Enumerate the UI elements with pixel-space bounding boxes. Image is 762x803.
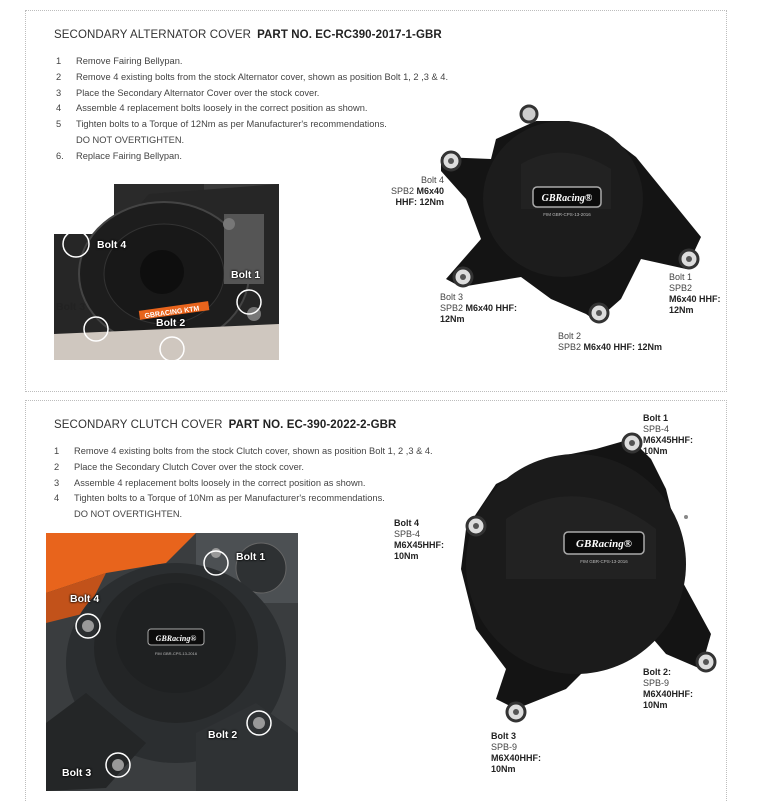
photo-label-bolt1: Bolt 1 xyxy=(231,269,261,281)
photo-label-bolt3: Bolt 3 xyxy=(56,301,86,313)
photo-label-bolt2: Bolt 2 xyxy=(208,729,238,741)
bolt1-spec: Bolt 1 SPB2 M6x40 HHF: 12Nm xyxy=(669,272,721,315)
clutch-section xyxy=(25,400,727,801)
installation-photo xyxy=(46,533,298,791)
photo-label-bolt1: Bolt 1 xyxy=(236,551,266,563)
step: 1 Remove 4 existing bolts from the stock Clutch cover, shown as position Bolt 1, 2 ,3 & 4. xyxy=(54,446,433,456)
step: 4 Tighten bolts to a Torque of 10Nm as per Manufacturer's recommendations. DO NOT OVERTIGHTEN. xyxy=(54,491,474,523)
bolt4-spec: Bolt 4 SPB2 M6x40 HHF: 12Nm xyxy=(391,175,445,207)
step: 2 Place the Secondary Clutch Cover over the stock cover. xyxy=(54,461,304,472)
part-number: PART NO. EC-RC390-2017-1-GBR xyxy=(257,29,442,41)
bolt3-spec: Bolt 3 SPB2 M6x40 HHF: 12Nm xyxy=(440,292,518,324)
instruction-list xyxy=(54,444,474,523)
step: 3 Place the Secondary Alternator Cover over the stock cover. xyxy=(56,87,320,98)
step: 3 Assemble 4 replacement bolts loosely in the correct position as shown. xyxy=(54,477,366,488)
warning-text: DO NOT OVERTIGHTEN. xyxy=(76,134,185,145)
step: 1 Remove Fairing Bellypan. xyxy=(56,56,183,66)
product-logo-sub: FIM GBR-CPS-13-2016 xyxy=(580,559,628,564)
bolt2-spec: Bolt 2: SPB-9 M6X40HHF: 10Nm xyxy=(643,667,694,710)
title-text: SECONDARY ALTERNATOR COVER xyxy=(54,29,252,41)
bolt1-spec: Bolt 1 SPB-4 M6X45HHF: 10Nm xyxy=(643,413,694,456)
title-text: SECONDARY CLUTCH COVER xyxy=(54,419,223,431)
bolt3-spec: Bolt 3 SPB-9 M6X40HHF: 10Nm xyxy=(491,731,542,774)
warning-text: DO NOT OVERTIGHTEN. xyxy=(74,509,183,520)
photo-label-bolt2: Bolt 2 xyxy=(156,317,186,329)
section-title xyxy=(54,29,442,41)
product-logo: GBRacing® xyxy=(576,538,632,550)
photo-label-bolt4: Bolt 4 xyxy=(97,239,127,251)
alternator-section xyxy=(25,10,727,392)
installation-photo xyxy=(54,184,279,360)
photo-logo-sub: FIM GBR-CPS-13-2016 xyxy=(154,651,198,656)
photo-label-bolt3: Bolt 3 xyxy=(62,767,92,779)
step: 5 Tighten bolts to a Torque of 12Nm as per Manufacturer's recommendations. DO NOT OVERTIGHTEN. xyxy=(56,117,476,149)
product-logo-sub: FIM GBR-CPS-13-2016 xyxy=(543,212,591,217)
step: 2 Remove 4 existing bolts from the stock Alternator cover, shown as position Bolt 1, 2 ,3 & 4. xyxy=(56,71,449,82)
instruction-list xyxy=(56,54,476,165)
step: 6. Replace Fairing Bellypan. xyxy=(56,150,182,161)
product-logo: GBRacing® xyxy=(541,193,593,204)
photo-logo: GBRacing® xyxy=(155,634,197,643)
section-title xyxy=(54,419,396,431)
photo-decal: GBRACING KTM xyxy=(144,305,200,321)
bolt2-spec: Bolt 2 SPB2 M6x40 HHF: 12Nm xyxy=(558,331,663,352)
bolt4-spec: Bolt 4 SPB-4 M6X45HHF: 10Nm xyxy=(394,518,445,561)
part-number: PART NO. EC-390-2022-2-GBR xyxy=(228,419,397,431)
photo-label-bolt4: Bolt 4 xyxy=(70,593,100,605)
step: 4 Assemble 4 replacement bolts loosely in the correct position as shown. xyxy=(56,103,368,114)
